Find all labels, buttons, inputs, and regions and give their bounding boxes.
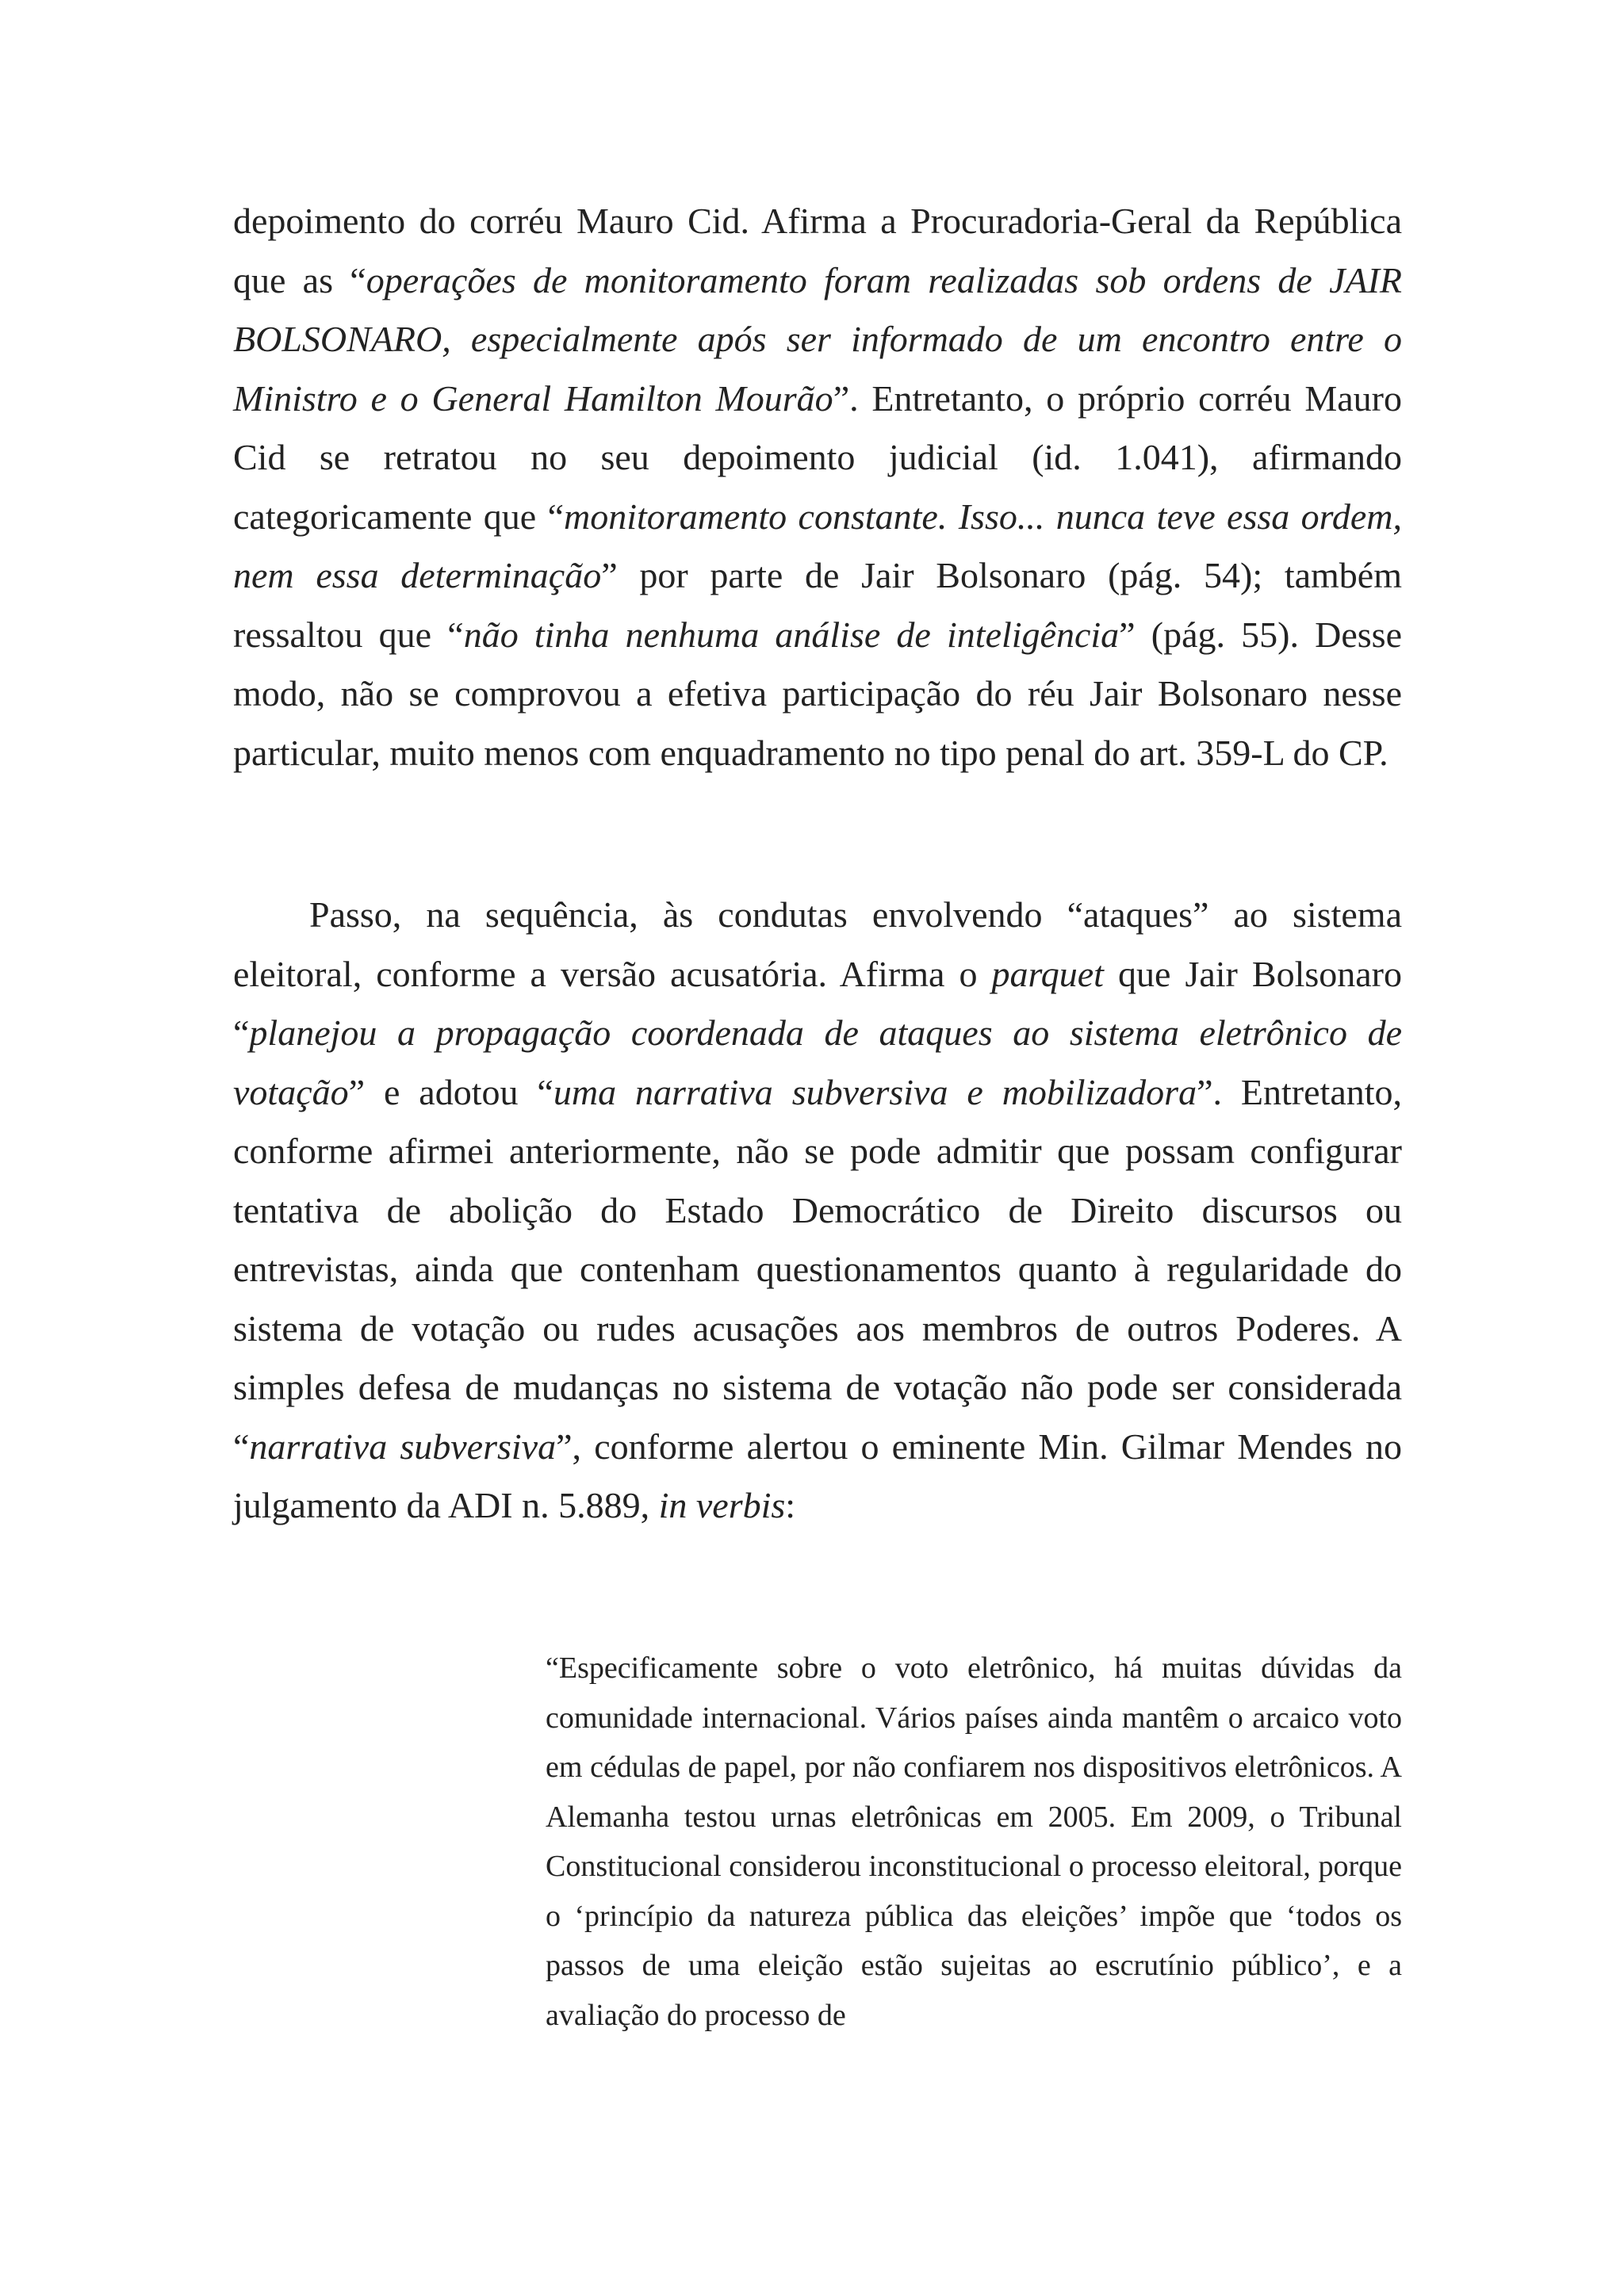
paragraph-1-segment-4: monitoramento constante. Isso... nunca teve essa ordem, nem essa determinação	[233, 496, 1402, 595]
paragraph-2-segment-8: narrativa subversiva	[249, 1425, 557, 1467]
paragraph-2-segment-10: in verbis	[658, 1485, 786, 1525]
paragraph-2-segment-3: que Jair Bolsonaro “	[233, 953, 1403, 1053]
paragraph-1-segment-3: ”. Entretanto, o próprio corréu Mauro Cid se retratou no seu depoimento judicial (id. 1.041), afirmando categoricamente que “	[233, 377, 1402, 537]
paragraph-1-segment-5: ” por parte de Jair Bolsonaro (pág. 54); também ressaltou que “	[233, 555, 1403, 655]
paragraph-1-segment-7: ” (pág. 55). Desse modo, não se comprovou a efetiva participação do réu Jair Bolsonaro nesse particular, muito menos com enquadramento no tipo penal do art. 359-L do CP.	[233, 614, 1402, 773]
paragraph-2-segment-4: planejou a propagação coordenada de ataques ao sistema eletrônico de votação	[233, 1012, 1402, 1112]
block-quote: “Especificamente sobre o voto eletrônico, há muitas dúvidas da comunidade internacional. Vários países ainda mantêm o arcaico voto em cédulas de papel, por não confiarem nos dispositivos eletrônicos. A Alemanha testou urnas eletrônicas em 2005. Em 2009, o Tribunal Constitucional considerou inconstitucional o processo eleitoral, porque o ‘princípio da natureza pública das eleições’ impõe que ‘todos os passos de uma eleição estão sujeitas ao escrutínio público’, e a avaliação do processo de	[546, 1651, 1402, 2032]
paragraph-2-segment-1: Passo, na sequência, às condutas envolvendo “ataques” ao sistema eleitoral, conforme a versão acusatória. Afirma o	[233, 894, 1402, 994]
paragraph-1	[233, 192, 1402, 783]
paragraph-2	[233, 886, 1402, 1536]
paragraph-2-segment-2: parquet	[991, 953, 1104, 994]
paragraph-2-segment-9: ”, conforme alertou o eminente Min. Gilmar Mendes no julgamento da ADI n. 5.889,	[233, 1425, 1403, 1525]
paragraph-1-segment-1: depoimento do corréu Mauro Cid. Afirma a Procuradoria-Geral da República que as “	[233, 201, 1402, 300]
paragraph-2-segment-5: ” e adotou “	[348, 1071, 553, 1112]
paragraph-2-segment-11: :	[785, 1485, 796, 1525]
paragraph-1-segment-2: operações de monitoramento foram realizadas sob ordens de JAIR BOLSONARO, especialmente após ser informado de um encontro entre o Ministro e o General Hamilton Mourão	[233, 259, 1402, 419]
paragraph-1-segment-6: não tinha nenhuma análise de inteligência	[463, 614, 1120, 655]
paragraph-2-segment-6: uma narrativa subversiva e mobilizadora	[553, 1071, 1197, 1112]
paragraph-2-segment-7: ”. Entretanto, conforme afirmei anteriormente, não se pode admitir que possam configurar tentativa de abolição do Estado Democrático de Direito discursos ou entrevistas, ainda que contenham questionamentos quanto à regularidade do sistema de votação ou rudes acusações aos membros de outros Poderes. A simples defesa de mudanças no sistema de votação não pode ser considerada “	[233, 1071, 1403, 1467]
